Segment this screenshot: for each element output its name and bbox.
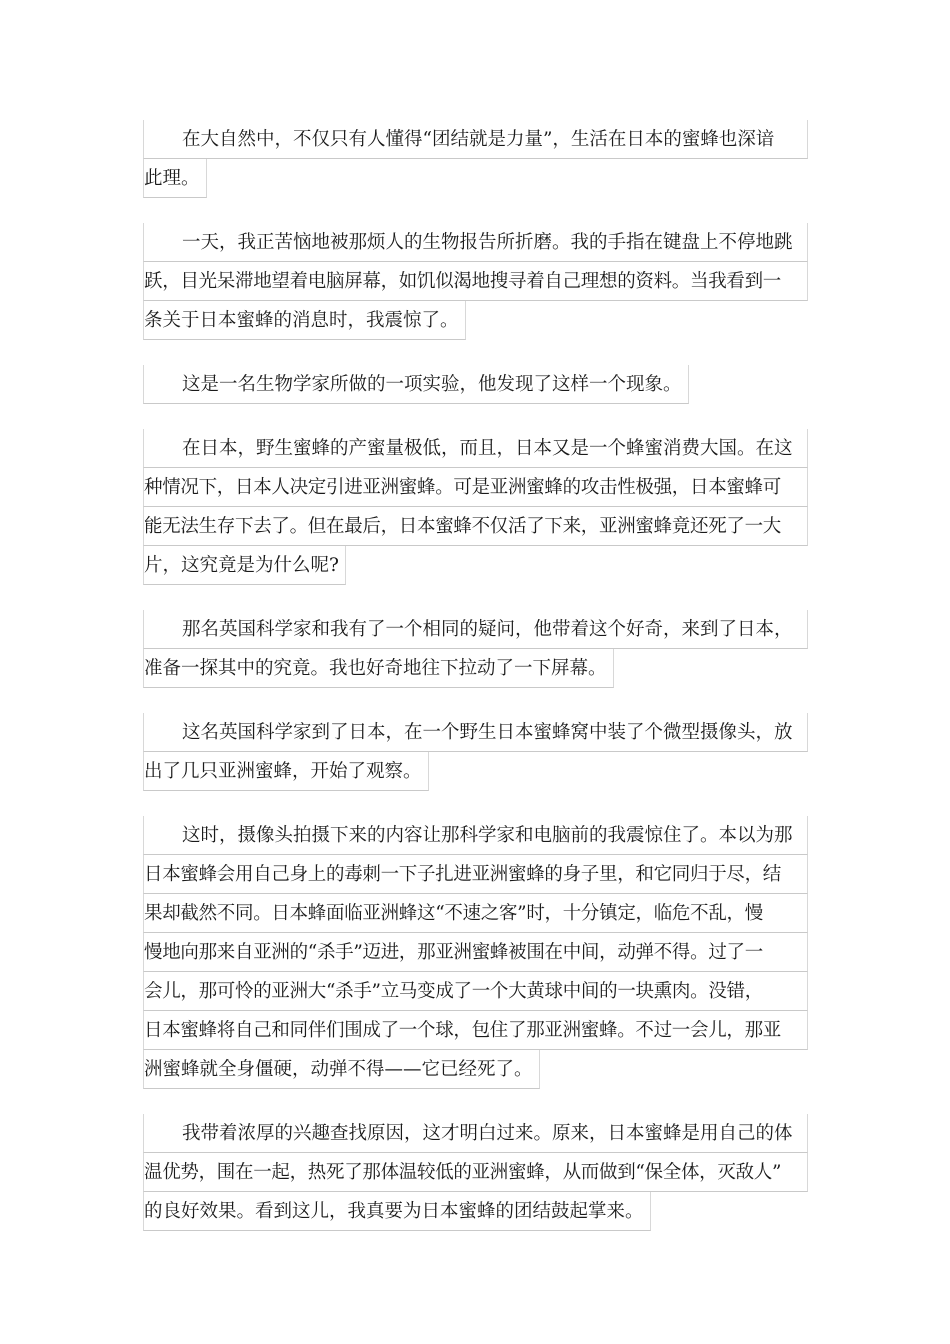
text-line: 洲蜜蜂就全身僵硬，动弹不得——它已经死了。 [143, 1050, 540, 1089]
paragraph-2 [143, 223, 808, 345]
text-line: 跃，目光呆滞地望着电脑屏幕，如饥似渴地搜寻着自己理想的资料。当我看到一 [143, 262, 808, 301]
text-line: 温优势，围在一起，热死了那体温较低的亚洲蜜蜂，从而做到“保全体，灭敌人” [143, 1153, 808, 1192]
text-line: 日本蜜蜂会用自己身上的毒刺一下子扎进亚洲蜜蜂的身子里，和它同归于尽，结 [143, 855, 808, 894]
text-line: 准备一探其中的究竟。我也好奇地往下拉动了一下屏幕。 [143, 649, 614, 688]
text-line: 这时，摄像头拍摄下来的内容让那科学家和电脑前的我震惊住了。本以为那 [143, 816, 808, 855]
document-page [143, 120, 808, 1256]
paragraph-6 [143, 713, 808, 796]
paragraph-8 [143, 1114, 808, 1236]
paragraph-3 [143, 365, 808, 409]
text-line: 这名英国科学家到了日本，在一个野生日本蜜蜂窝中装了个微型摄像头，放 [143, 713, 808, 752]
text-line: 片，这究竟是为什么呢? [143, 546, 346, 585]
text-line: 那名英国科学家和我有了一个相同的疑问，他带着这个好奇，来到了日本， [143, 610, 808, 649]
paragraph-5 [143, 610, 808, 693]
text-line: 此理。 [143, 159, 207, 198]
text-line: 能无法生存下去了。但在最后，日本蜜蜂不仅活了下来，亚洲蜜蜂竟还死了一大 [143, 507, 808, 546]
text-line: 日本蜜蜂将自己和同伴们围成了一个球，包住了那亚洲蜜蜂。不过一会儿，那亚 [143, 1011, 808, 1050]
paragraph-1 [143, 120, 808, 203]
text-line: 的良好效果。看到这儿，我真要为日本蜜蜂的团结鼓起掌来。 [143, 1192, 651, 1231]
paragraph-7 [143, 816, 808, 1094]
paragraph-4 [143, 429, 808, 590]
text-line: 会儿，那可怜的亚洲大“杀手”立马变成了一个大黄球中间的一块熏肉。没错， [143, 972, 808, 1011]
text-line: 条关于日本蜜蜂的消息时，我震惊了。 [143, 301, 466, 340]
text-line: 出了几只亚洲蜜蜂，开始了观察。 [143, 752, 429, 791]
text-line: 一天，我正苦恼地被那烦人的生物报告所折磨。我的手指在键盘上不停地跳 [143, 223, 808, 262]
text-line: 在大自然中，不仅只有人懂得“团结就是力量”，生活在日本的蜜蜂也深谙 [143, 120, 808, 159]
text-line: 这是一名生物学家所做的一项实验，他发现了这样一个现象。 [143, 365, 689, 404]
text-line: 在日本，野生蜜蜂的产蜜量极低，而且，日本又是一个蜂蜜消费大国。在这 [143, 429, 808, 468]
text-line: 慢地向那来自亚洲的“杀手”迈进，那亚洲蜜蜂被围在中间，动弹不得。过了一 [143, 933, 808, 972]
text-line: 果却截然不同。日本蜂面临亚洲蜂这“不速之客”时，十分镇定，临危不乱，慢 [143, 894, 808, 933]
text-line: 我带着浓厚的兴趣查找原因，这才明白过来。原来，日本蜜蜂是用自己的体 [143, 1114, 808, 1153]
text-line: 种情况下，日本人决定引进亚洲蜜蜂。可是亚洲蜜蜂的攻击性极强，日本蜜蜂可 [143, 468, 808, 507]
